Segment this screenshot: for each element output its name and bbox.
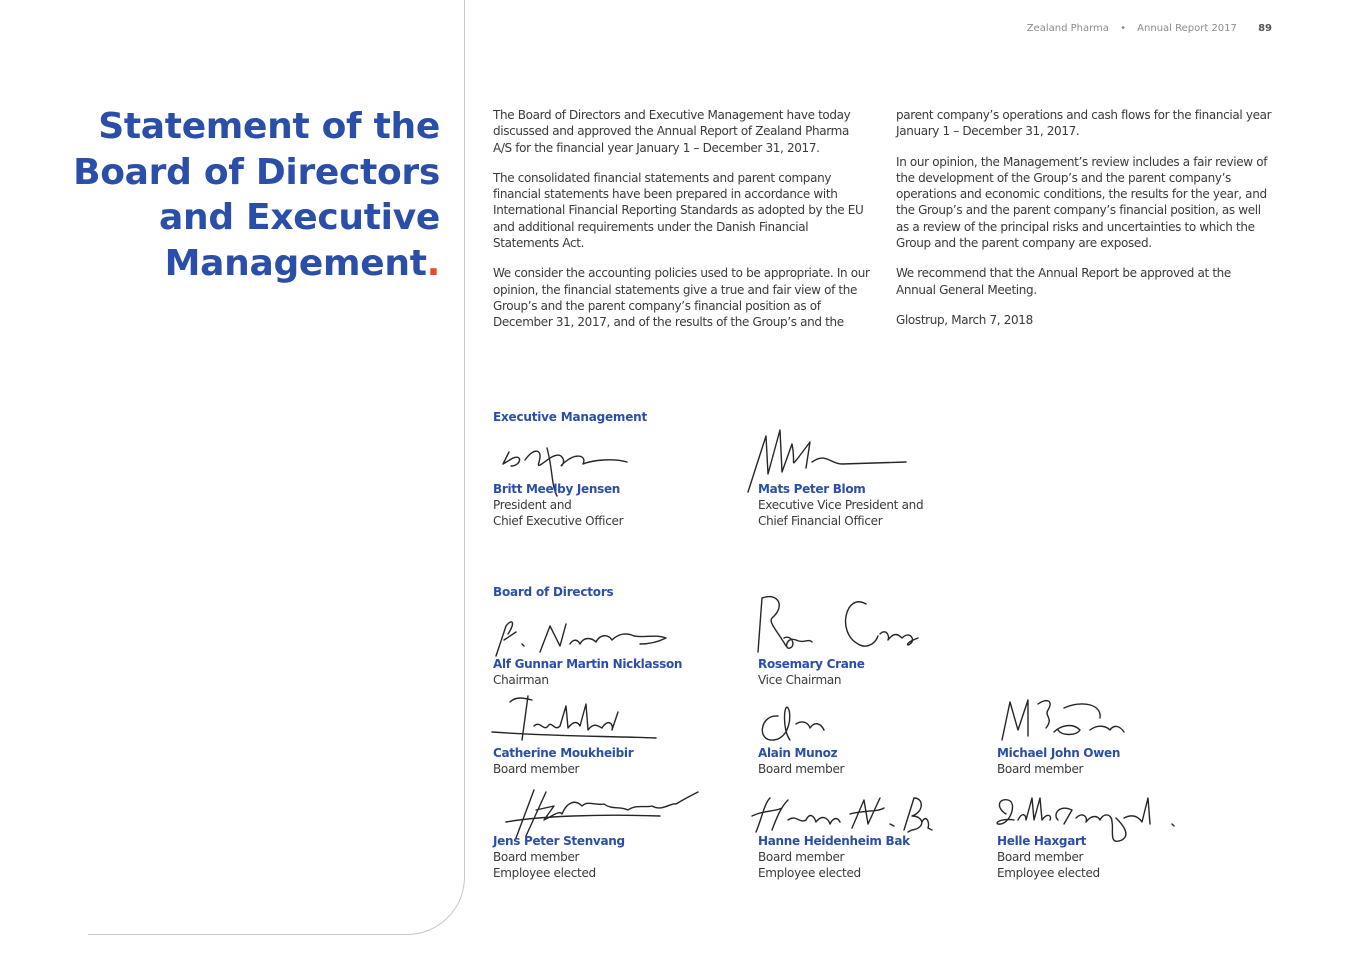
signatory-role: Executive Vice President and (758, 498, 924, 512)
signatory-role: Board member (758, 850, 845, 864)
title-period: . (426, 242, 440, 284)
title-line: Statement of the (98, 106, 440, 147)
header-separator: • (1120, 23, 1126, 34)
signatory-role: Board member (493, 850, 580, 864)
title-last-word: Management (164, 242, 427, 284)
signatory-role: Chairman (493, 673, 549, 687)
signatory-role: Chief Executive Officer (493, 514, 624, 528)
signatory-block (493, 656, 743, 688)
signatory-name: Jens Peter Stenvang (493, 834, 625, 848)
signatory-role: Employee elected (493, 866, 596, 880)
body-paragraph: parent company’s operations and cash flows for the financial year January 1 – December 31, 2017. (896, 108, 1272, 139)
page-number: 89 (1258, 23, 1272, 34)
signatory-name: Mats Peter Blom (758, 482, 866, 496)
signature-rosemary-crane (752, 592, 922, 656)
signatory-block (997, 833, 1247, 881)
executive-management-heading: Executive Management (493, 410, 648, 424)
signatory-role: Employee elected (997, 866, 1100, 880)
signatory-block (493, 833, 743, 881)
body-column-left (493, 107, 871, 345)
signatory-role: Board member (997, 762, 1084, 776)
signature-michael-john-owen (998, 696, 1130, 746)
signatory-block (758, 833, 1008, 881)
signatory-role: Board member (493, 762, 580, 776)
body-paragraph: We recommend that the Annual Report be approved at the Annual General Meeting. (896, 266, 1231, 297)
header-company: Zealand Pharma (1026, 23, 1109, 34)
signatory-name: Hanne Heidenheim Bak (758, 834, 910, 848)
signatory-name: Alain Munoz (758, 746, 838, 760)
signatory-role: Employee elected (758, 866, 861, 880)
board-of-directors-heading: Board of Directors (493, 585, 614, 599)
signatory-role: Vice Chairman (758, 673, 842, 687)
signing-place-date: Glostrup, March 7, 2018 (896, 312, 1033, 327)
title-line: Board of Directors (73, 151, 440, 193)
signatory-role: President and (493, 498, 572, 512)
title-line: and Executive (159, 197, 440, 238)
title-line (60, 241, 440, 287)
body-paragraph: The consolidated financial statements and parent company financial statements have been prepared in accordance with International Financial Reporting Standards as adopted by the EU and additional requirements under the Danish Financial Statements Act. (493, 170, 864, 251)
signatory-role: Chief Financial Officer (758, 514, 883, 528)
signature-catherine-moukheibir (488, 692, 660, 746)
signatory-block (758, 481, 1008, 529)
signatory-role: Board member (758, 762, 845, 776)
signatory-block (758, 745, 1008, 777)
signatory-name: Catherine Moukheibir (493, 746, 634, 760)
signature-alf-gunnar-martin-nicklasson (488, 616, 673, 660)
body-column-right (896, 107, 1274, 342)
body-paragraph: The Board of Directors and Executive Management have today discussed and approved the Annual Report of Zealand Pharma A/S for the financial year January 1 – December 31, 2017. (493, 108, 851, 155)
signatory-name: Michael John Owen (997, 746, 1121, 760)
signature-alain-munoz (754, 700, 834, 746)
signatory-name: Britt Meelby Jensen (493, 482, 621, 496)
signature-hanne-heidenheim-bak (748, 794, 934, 836)
page-title (60, 104, 440, 286)
signatory-name: Rosemary Crane (758, 657, 865, 671)
signatory-block (493, 745, 743, 777)
signatory-block (997, 745, 1247, 777)
running-header (1000, 23, 1272, 34)
signatory-block (758, 656, 1008, 688)
signatory-role: Board member (997, 850, 1084, 864)
signatory-name: Helle Haxgart (997, 834, 1087, 848)
body-paragraph: In our opinion, the Management’s review includes a fair review of the development of the Group’s and the parent company’s operations and economic conditions, the results for the year, and the Group’s and the parent company’s financial position, as well as a review of the principal risks and uncertainties to which the Group and the parent company are exposed. (896, 154, 1268, 251)
signatory-block (493, 481, 743, 529)
body-paragraph: We consider the accounting policies used to be appropriate. In our opinion, the financial statements give a true and fair view of the Group’s and the parent company’s financial position as of December 31, 2017, and of the results of the Group’s and the (493, 266, 870, 330)
header-report-title: Annual Report 2017 (1137, 23, 1237, 34)
signatory-name: Alf Gunnar Martin Nicklasson (493, 657, 683, 671)
